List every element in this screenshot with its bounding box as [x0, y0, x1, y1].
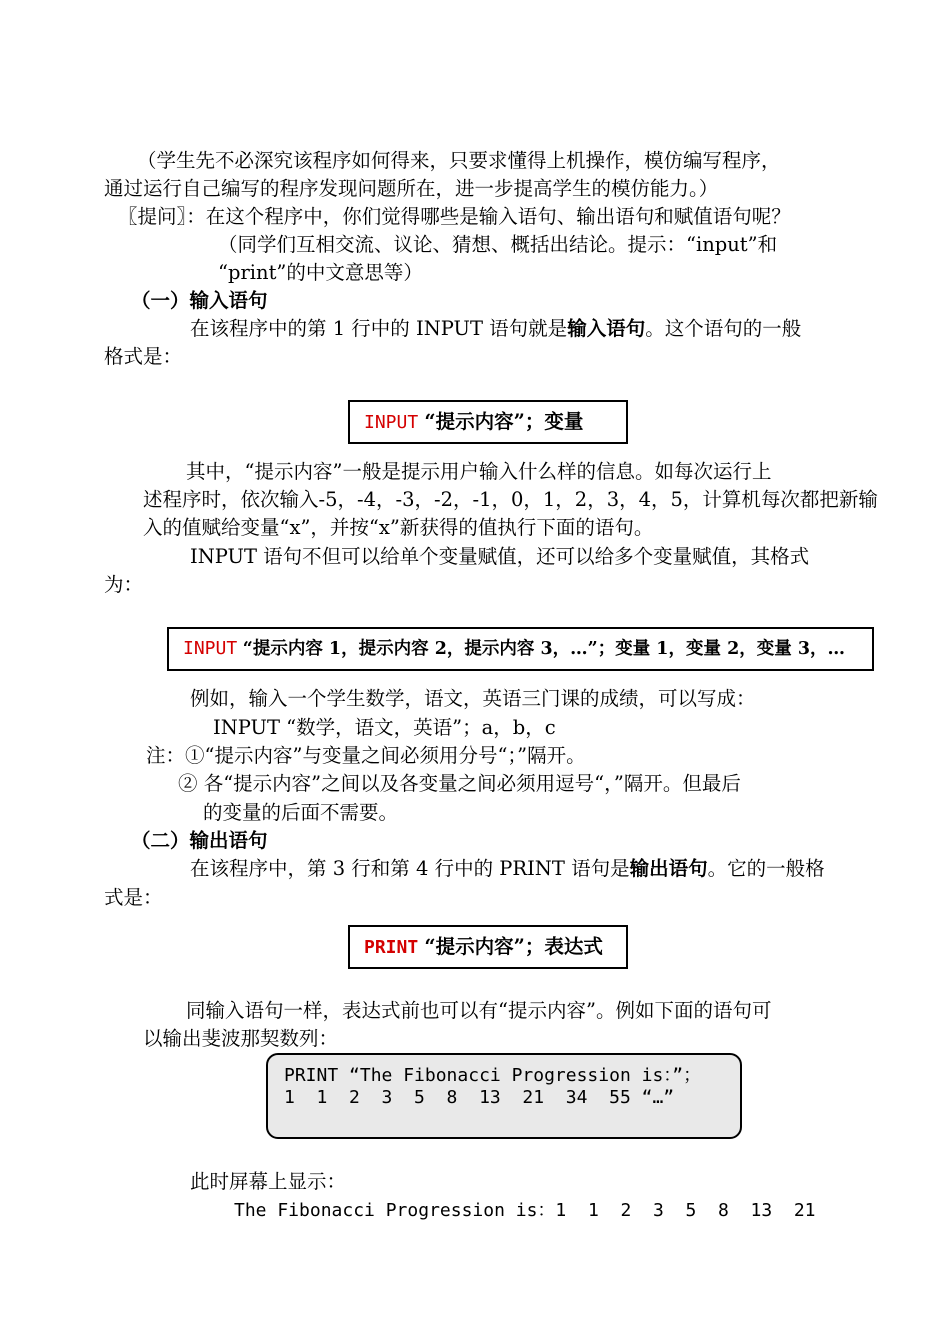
output-format-text: “提示内容”；表达式 — [424, 935, 603, 958]
explain-line-2: 述程序时，依次输入-5，-4，-3，-2，-1，0，1，2，3，4，5，计算机每次都把新输 — [143, 488, 878, 511]
input-multi-format-text: “提示内容 1，提示内容 2，提示内容 3，…”；变量 1，变量 2，变量 3，… — [242, 639, 846, 659]
code-line-2: 1 1 2 3 5 8 13 21 34 55 “…” — [284, 1087, 675, 1108]
output-para-text-b: 。它的一般格 — [707, 857, 825, 880]
output-explain-line-2: 以输出斐波那契数列： — [143, 1027, 339, 1050]
example-line-2: INPUT “数学，语文，英语”；a，b，c — [213, 716, 556, 739]
code-example-box — [266, 1053, 742, 1139]
example-line-1: 例如，输入一个学生数学，语文，英语三门课的成绩，可以写成： — [190, 687, 756, 710]
section-heading-input: （一）输入语句 — [131, 289, 268, 312]
output-paragraph-line-2: 式是： — [104, 886, 163, 909]
output-para-text-a: 在该程序中，第 3 行和第 4 行中的 PRINT 语句是 — [190, 857, 630, 880]
multi-var-line-1: INPUT 语句不但可以给单个变量赋值，还可以给多个变量赋值，其格式 — [190, 545, 810, 568]
input-format-box — [348, 400, 628, 444]
intro-line-1: （学生先不必深究该程序如何得来，只要求懂得上机操作，模仿编写程序， — [137, 149, 781, 172]
input-format-text: “提示内容”；变量 — [424, 410, 584, 433]
note-line-1: 注：①“提示内容”与变量之间必须用分号“；”隔开。 — [146, 744, 586, 767]
output-paragraph-line-1 — [190, 855, 825, 883]
input-paragraph-line-2: 格式是： — [104, 345, 183, 368]
screen-output: The Fibonacci Progression is：1 1 2 3 5 8 13 21 — [234, 1200, 816, 1221]
section-heading-output: （二）输出语句 — [131, 829, 268, 852]
code-line-1: PRINT “The Fibonacci Progression is：”； — [284, 1065, 702, 1086]
question-hint-2: “print”的中文意思等） — [218, 261, 423, 284]
print-keyword: PRINT — [364, 937, 419, 958]
explain-line-3: 入的值赋给变量“x”，并按“x”新获得的值执行下面的语句。 — [143, 516, 654, 539]
input-keyword-2: INPUT — [183, 638, 238, 659]
multi-var-line-2: 为： — [104, 573, 144, 596]
input-multi-format-box — [167, 627, 874, 671]
intro-line-2: 通过运行自己编写的程序发现问题所在，进一步提高学生的模仿能力。） — [104, 177, 719, 200]
output-explain-line-1: 同输入语句一样，表达式前也可以有“提示内容”。例如下面的语句可 — [186, 999, 772, 1022]
input-para-bold: 输入语句 — [567, 317, 646, 340]
question-hint-1: （同学们互相交流、议论、猜想、概括出结论。提示：“input”和 — [218, 233, 778, 256]
question-line: 〖提问〗：在这个程序中，你们觉得哪些是输入语句、输出语句和赋值语句呢？ — [118, 205, 791, 228]
input-para-text-b: 。这个语句的一般 — [645, 317, 802, 340]
note-line-3: 的变量的后面不需要。 — [203, 801, 399, 824]
explain-line-1: 其中，“提示内容”一般是提示用户输入什么样的信息。如每次运行上 — [186, 460, 772, 483]
note-line-2: ② 各“提示内容”之间以及各变量之间必须用逗号“，”隔开。但最后 — [178, 772, 741, 795]
input-para-text-a: 在该程序中的第 1 行中的 INPUT 语句就是 — [190, 317, 568, 340]
input-paragraph-line-1 — [190, 315, 801, 343]
screen-label: 此时屏幕上显示： — [190, 1170, 347, 1193]
input-keyword: INPUT — [364, 412, 419, 433]
output-para-bold: 输出语句 — [629, 857, 708, 880]
output-format-box — [348, 925, 628, 969]
